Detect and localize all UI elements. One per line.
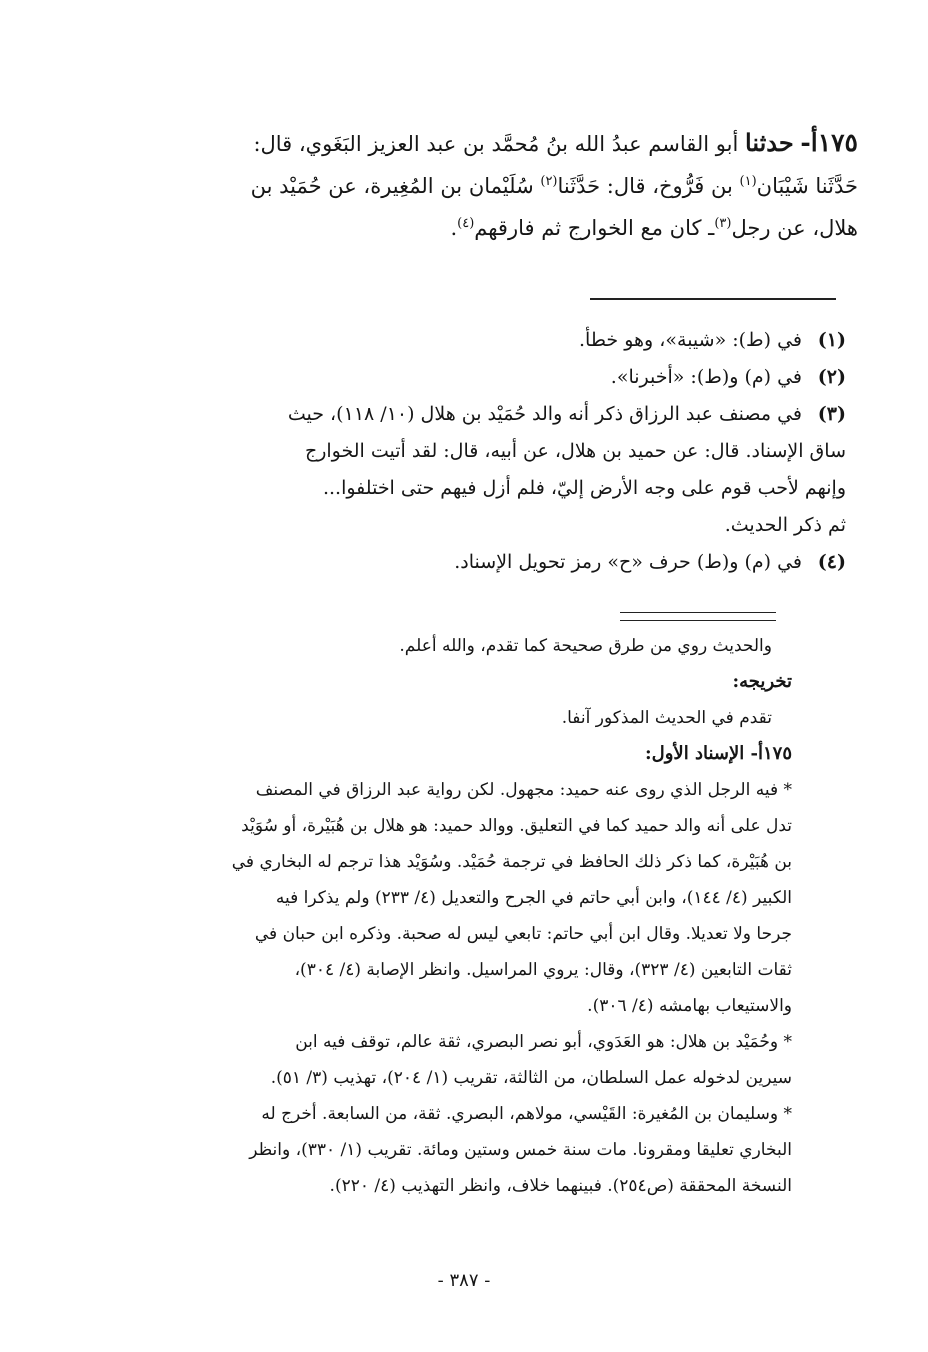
hadith-keyword: حدثنا	[745, 128, 794, 157]
footnote-text: في مصنف عبد الرزاق ذكر أنه والد حُمَيْد بن هلال (١٠/ ١١٨)، حيث	[287, 403, 802, 425]
para3-line: * وسليمان بن المُغيرة: القَيْسي، مولاهم، البصري. ثقة، من السابعة. أخرج له	[261, 1104, 792, 1124]
para3-line: النسخة المحققة (ص٢٥٤). فبينهما خلاف، وانظر التهذيب (٤/ ٢٢٠).	[329, 1176, 792, 1196]
para2-line: سيرين لدخوله عمل السلطان، من الثالثة، تقريب (١/ ٢٠٤)، تهذيب (٣/ ٥١).	[270, 1068, 792, 1088]
para1-line: جرحا ولا تعديلا. وقال ابن أبي حاتم: تابعي ليس له صحبة. وذكره ابن حبان في	[254, 924, 792, 944]
footnotes	[74, 322, 846, 581]
hadith-line-3-part-b: ـ كان مع الخوارج ثم فارقهم	[474, 216, 715, 240]
para1-line: بن هُبَيْرة، كما ذكر ذلك الحافظ في ترجمة حُمَيْد. وسُوَيْد هذا ترجم له البخاري في	[231, 852, 792, 872]
footnote-3	[74, 396, 846, 433]
footnote-ref-1[interactable]: (١)	[739, 174, 757, 189]
para1-line: ثقات التابعين (٤/ ٣٢٣)، وقال: يروي المراسيل. وانظر الإصابة (٤/ ٣٠٤)،	[294, 960, 792, 980]
hadith-line-2	[68, 165, 858, 207]
footnote-text: في (م) و(ط): «أخبرنا».	[610, 366, 802, 388]
para1-line: الكبير (٤/ ١٤٤)، وابن أبي حاتم في الجرح والتعديل (٤/ ٢٣٣) ولم يذكرا فيه	[275, 888, 792, 908]
footnote-3-line-4: ثم ذكر الحديث.	[724, 514, 846, 536]
isnad-heading: ١٧٥أ- الإسناد الأول:	[645, 743, 792, 764]
footnote-ref-2[interactable]: (٢)	[540, 174, 558, 189]
takhrij-section	[132, 628, 792, 1204]
para1-line: * فيه الرجل الذي روى عنه حميد: مجهول. لكن رواية عبد الرزاق في المصنف	[255, 780, 792, 800]
page-number: - ٣٨٧ -	[437, 1270, 491, 1291]
para1-line: تدل على أنه والد حميد كما في التعليق. ووالد حميد: هو هلال بن هُبَيْرة، أو سُوَيْد	[241, 816, 792, 836]
section-separator-top	[620, 612, 776, 613]
footnote-ref-4[interactable]: (٤)	[457, 216, 475, 231]
hadith-line-1-text: أبو القاسم عبدُ الله بنُ مُحمَّد بن عبد العزيز البَغَوي، قال:	[253, 132, 739, 156]
hadith-line-3-part-c: .	[450, 216, 458, 240]
hadith-line-1	[68, 122, 858, 165]
takhrij-text: تقدم في الحديث المذكور آنفا.	[561, 708, 772, 728]
footnote-number: (٤)	[817, 551, 846, 573]
footnote-1	[74, 322, 846, 359]
para2-line: * وحُمَيْد بن هلال: هو العَدَوي، أبو نصر البصري، ثقة عالم، توقف فيه ابن	[295, 1032, 792, 1052]
section-separator-bottom	[620, 620, 776, 621]
para1-line: والاستيعاب بهامشه (٤/ ٣٠٦).	[587, 996, 792, 1016]
footnote-ref-3[interactable]: (٣)	[714, 216, 732, 231]
hadith-number: ١٧٥أ-	[800, 128, 858, 157]
hadith-line-2-part-c: سُلَيْمان بن المُغِيرة، عن حُمَيْد بن	[250, 174, 534, 198]
footnote-2	[74, 359, 846, 396]
footnote-number: (٣)	[817, 403, 846, 425]
hadith-line-2-part-b: بن فَرُّوخ، قال: حَدَّثَنا	[557, 174, 733, 198]
hadith-line-2-part-a: حَدَّثَنا شَيْبَان	[756, 174, 858, 198]
footnote-4	[74, 544, 846, 581]
footnote-text: في (م) و(ط) حرف «ح» رمز تحويل الإسناد.	[454, 551, 802, 573]
footnote-text: في (ط): «شيبة»، وهو خطأ.	[579, 329, 802, 351]
footnote-number: (١)	[817, 329, 846, 351]
hadith-line-3	[68, 207, 858, 249]
footnote-separator	[590, 298, 836, 300]
footnote-3-line-2: ساق الإسناد. قال: عن حميد بن هلال، عن أبيه، قال: لقد أتيت الخوارج	[304, 440, 846, 462]
hadith-line-3-part-a: هلال، عن رجل	[731, 216, 858, 240]
hadith-text	[68, 122, 858, 249]
takhrij-heading: تخريجه:	[732, 671, 792, 692]
para3-line: البخاري تعليقا ومقرونا. مات سنة خمس وستين ومائة. تقريب (١/ ٣٣٠)، وانظر	[249, 1140, 792, 1160]
footnote-number: (٢)	[817, 366, 846, 388]
takhrij-intro: والحديث روي من طرق صحيحة كما تقدم، والله أعلم.	[399, 636, 772, 656]
footnote-3-line-3: وإنهم لأحب قوم على وجه الأرض إليّ، فلم أزل فيهم حتى اختلفوا...	[322, 477, 846, 499]
